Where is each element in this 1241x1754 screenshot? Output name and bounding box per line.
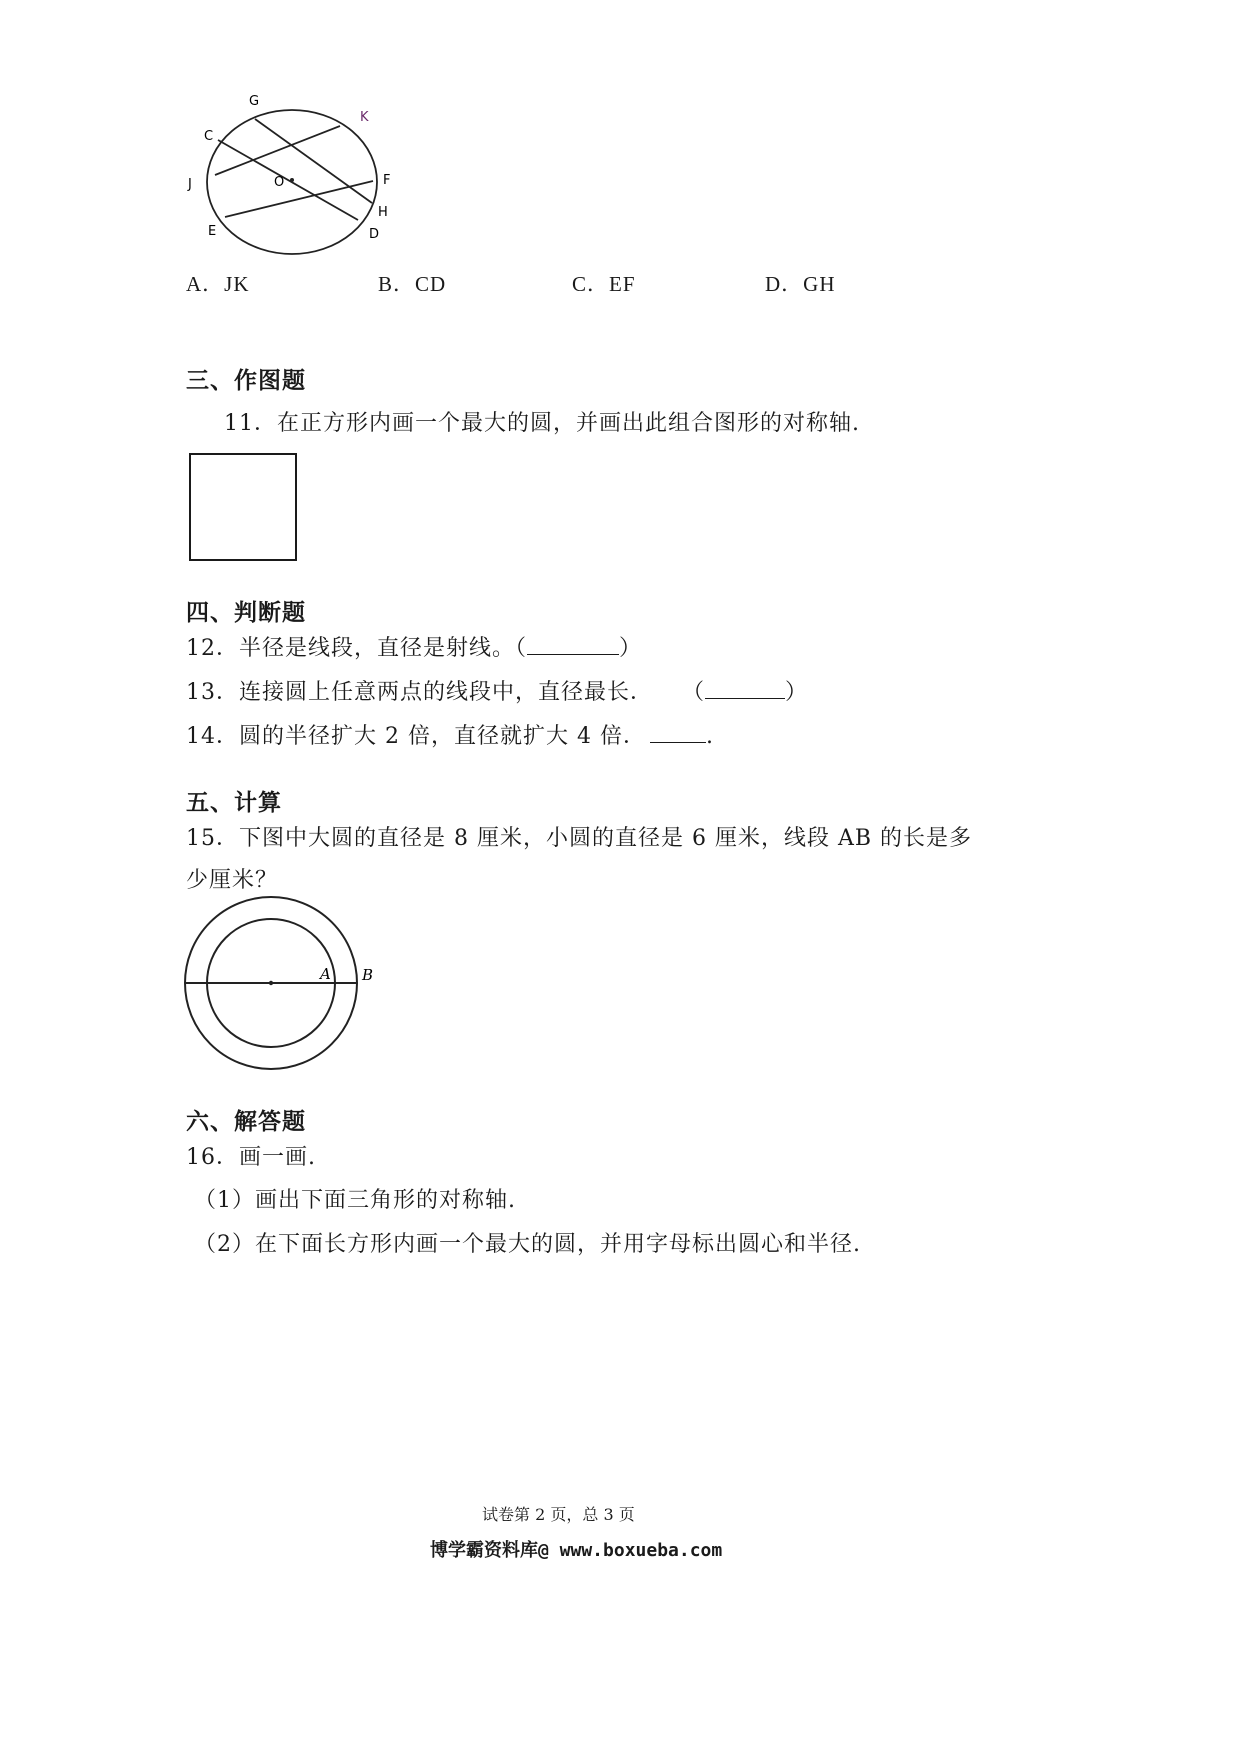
page-footer: 试卷第 2 页，总 3 页 xyxy=(482,1505,635,1524)
answer-blank-13[interactable] xyxy=(705,680,785,699)
answer-blank-12[interactable] xyxy=(527,636,619,655)
question-16-part-2: （2）在下面长方形内画一个最大的圆，并用字母标出圆心和半径. xyxy=(194,1232,861,1257)
concentric-circles-figure xyxy=(180,895,400,1075)
question-12-text: 12．半径是线段，直径是射线。（ xyxy=(186,636,527,661)
label-j: J xyxy=(188,177,192,192)
drawing-square-box[interactable] xyxy=(189,453,297,561)
label-g: G xyxy=(249,94,260,109)
label-o: O xyxy=(274,175,285,190)
section-6-heading: 六、解答题 xyxy=(186,1109,306,1135)
question-14 xyxy=(186,719,714,750)
label-k: K xyxy=(360,110,369,125)
question-14-text: 14．圆的半径扩大 2 倍，直径就扩大 4 倍． xyxy=(186,724,646,749)
question-12-close: ） xyxy=(619,636,643,661)
label-b: B xyxy=(362,966,374,984)
question-13-text: 13．连接圆上任意两点的线段中，直径最长． xyxy=(186,680,653,705)
center-point-o xyxy=(290,178,294,182)
label-f: F xyxy=(383,173,391,188)
option-b[interactable]: B．CD xyxy=(378,272,447,296)
watermark: 博学霸资料库@ www.boxueba.com xyxy=(430,1540,723,1561)
center-point xyxy=(269,981,273,985)
question-16: 16．画一画. xyxy=(186,1145,316,1170)
question-15-line2: 少厘米？ xyxy=(186,868,279,893)
circle-chords-figure xyxy=(180,85,420,275)
question-13-open: （ xyxy=(693,680,706,705)
question-14-end: . xyxy=(705,724,714,749)
label-e: E xyxy=(208,224,217,239)
question-13-close: ） xyxy=(785,680,809,705)
option-a[interactable]: A．JK xyxy=(186,272,250,296)
label-d: D xyxy=(369,227,380,242)
question-16-part-1: （1）画出下面三角形的对称轴. xyxy=(194,1188,516,1213)
answer-blank-14[interactable] xyxy=(650,724,706,743)
chord-gh xyxy=(255,119,372,203)
section-5-heading: 五、计算 xyxy=(186,790,282,816)
label-a: A xyxy=(320,965,331,983)
question-11: 11．在正方形内画一个最大的圆，并画出此组合图形的对称轴. xyxy=(224,411,860,436)
chord-cd xyxy=(218,140,358,220)
question-12 xyxy=(186,631,642,662)
question-13 xyxy=(186,675,808,706)
question-15-line1: 15．下图中大圆的直径是 8 厘米，小圆的直径是 6 厘米，线段 AB 的长是多 xyxy=(186,826,973,851)
label-c: C xyxy=(204,129,214,144)
section-4-heading: 四、判断题 xyxy=(186,600,306,626)
section-3-heading: 三、作图题 xyxy=(186,368,306,394)
option-c[interactable]: C．EF xyxy=(572,272,636,296)
label-h: H xyxy=(378,205,388,220)
option-d[interactable]: D．GH xyxy=(765,272,836,296)
